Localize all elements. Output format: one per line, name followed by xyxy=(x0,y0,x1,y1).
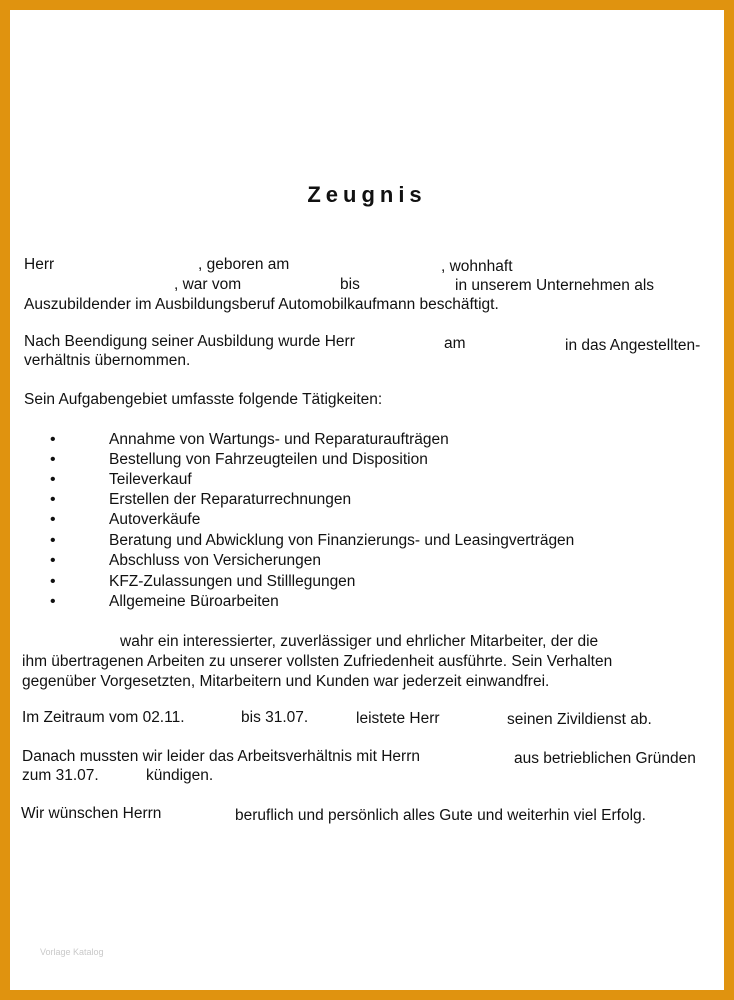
p4-line2: ihm übertragenen Arbeiten zu unserer vollsten Zufriedenheit ausführte. Sein Verhalten xyxy=(22,653,613,670)
task-item: Beratung und Abwicklung von Finanzierungs- und Leasingverträgen xyxy=(109,532,575,549)
bullet: • xyxy=(50,471,56,488)
p7-text-a: Wir wünschen Herrn xyxy=(21,805,162,822)
bullet: • xyxy=(50,511,56,528)
p5-text-b: bis 31.07. xyxy=(241,709,309,726)
p2-am: am xyxy=(444,335,466,352)
bullet: • xyxy=(50,451,56,468)
p6-text-a: Danach mussten wir leider das Arbeitsverhältnis mit Herrn xyxy=(22,748,420,765)
task-item: Autoverkäufe xyxy=(109,511,201,528)
p1-wohnhaft: , wohnhaft xyxy=(441,258,513,275)
bullet: • xyxy=(50,552,56,569)
p5-text-c: leistete Herr xyxy=(356,710,440,727)
p4-line3: gegenüber Vorgesetzten, Mitarbeitern und Kunden war jederzeit einwandfrei. xyxy=(22,673,550,690)
p1-war-vom: , war vom xyxy=(174,276,242,293)
task-item: Erstellen der Reparaturrechnungen xyxy=(109,491,352,508)
p6-text-d: kündigen. xyxy=(146,767,214,784)
task-item: Teileverkauf xyxy=(109,471,192,488)
bullet: • xyxy=(50,593,56,610)
p3-intro: Sein Aufgabengebiet umfasste folgende Tätigkeiten: xyxy=(24,391,383,408)
p1-unternehmen: in unserem Unternehmen als xyxy=(455,277,655,294)
p7-text-b: beruflich und persönlich alles Gute und weiterhin viel Erfolg. xyxy=(235,807,646,824)
task-item: Annahme von Wartungs- und Reparaturaufträgen xyxy=(109,431,449,448)
task-item: KFZ-Zulassungen und Stilllegungen xyxy=(109,573,356,590)
watermark: Vorlage Katalog xyxy=(40,947,104,957)
bullet: • xyxy=(50,532,56,549)
p6-text-c: zum 31.07. xyxy=(22,767,99,784)
p2-text-a: Nach Beendigung seiner Ausbildung wurde Herr xyxy=(24,333,355,350)
bullet: • xyxy=(50,431,56,448)
p6-text-b: aus betrieblichen Gründen xyxy=(514,750,696,767)
task-item: Allgemeine Büroarbeiten xyxy=(109,593,279,610)
p1-line3: Auszubildender im Ausbildungsberuf Automobilkaufmann beschäftigt. xyxy=(24,296,499,313)
p1-geboren: , geboren am xyxy=(198,256,290,273)
p2-line2: verhältnis übernommen. xyxy=(24,352,191,369)
p2-text-c: in das Angestellten- xyxy=(565,337,701,354)
p4-line1: wahr ein interessierter, zuverlässiger und ehrlicher Mitarbeiter, der die xyxy=(120,633,599,650)
task-item: Abschluss von Versicherungen xyxy=(109,552,321,569)
document-page xyxy=(10,10,724,990)
document-title: Zeugnis xyxy=(307,182,427,207)
p1-bis: bis xyxy=(340,276,360,293)
p5-text-d: seinen Zivildienst ab. xyxy=(507,711,652,728)
bullet: • xyxy=(50,491,56,508)
p1-herr: Herr xyxy=(24,256,55,273)
bullet: • xyxy=(50,573,56,590)
task-item: Bestellung von Fahrzeugteilen und Disposition xyxy=(109,451,428,468)
p5-text-a: Im Zeitraum vom 02.11. xyxy=(22,709,185,726)
